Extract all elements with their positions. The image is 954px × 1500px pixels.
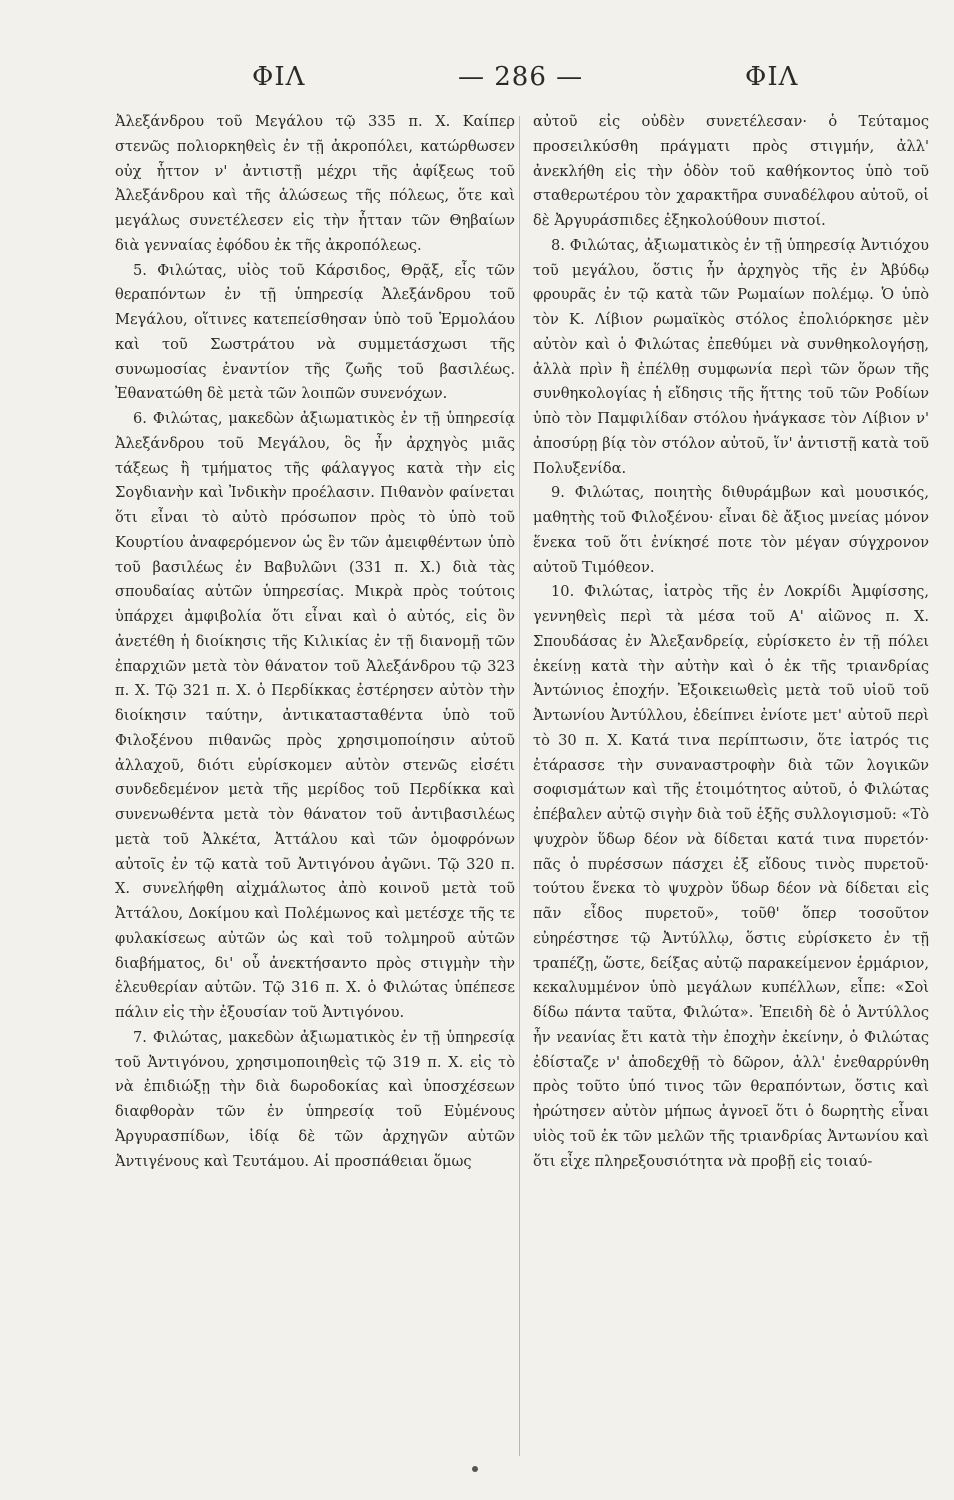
column-divider bbox=[519, 116, 520, 1456]
running-head-right: ΦΙΛ bbox=[745, 62, 799, 92]
continued-paragraph: αὐτοῦ εἰς οὐδὲν συνετέλεσαν· ὁ Τεύταμος προσειλκύσθη πράγματι πρὸς στιγμήν, ἀλλ' ἀνεκλήθη εἰς τὴν ὁδὸν τοῦ καθήκοντος ὑπὸ τοῦ σταθερωτέρου τὸν χαρακτῆρα συναδέλφου αὐτοῦ, οἱ δὲ Ἀργυράσπιδες ἐξηκολούθουν πιστοί. bbox=[533, 113, 929, 229]
page-header bbox=[0, 62, 954, 96]
entry-6: 6. Φιλώτας, μακεδὼν ἀξιωματικὸς ἐν τῇ ὑπηρεσίᾳ Ἀλεξάνδρου τοῦ Μεγάλου, ὃς ἦν ἀρχηγὸς μιᾶς τάξεως ἢ τμήματος τῆς φάλαγγος κατὰ τὴν εἰς Σογδιανὴν καὶ Ἰνδικὴν προέλασιν. Πιθανὸν φαίνεται ὅτι εἶναι τὸ αὐτὸ πρόσωπον πρὸς τὸ ὑπὸ τοῦ Κουρτίου ἀναφερόμενον ὡς ἓν τῶν ἀμειφθέντων ὑπὸ τοῦ βασιλέως ἐν Βαβυλῶνι (331 π. Χ.) διὰ τὰς σπουδαίας αὐτῶν ὑπηρεσίας. Μικρὰ πρὸς τούτοις ὑπάρχει ἀμφιβολία ὅτι εἶναι καὶ ὁ αὐτός, εἰς ὃν ἀνετέθη ἡ διοίκησις τῆς Κιλικίας ἐν τῇ διανομῇ τῶν ἐπαρχιῶν μετὰ τὸν θάνατον τοῦ Ἀλεξάνδρου τῷ 323 π. Χ. Τῷ 321 π. Χ. ὁ Περδίκκας ἐστέρησεν αὐτὸν τὴν διοίκησιν ταύτην, ἀντικατασταθέντα ὑπὸ τοῦ Φιλοξένου πιθανῶς πρὸς χρησιμοποίησιν αὐτοῦ ἀλλαχοῦ, διότι εὑρίσκομεν αὐτὸν στενῶς εἰσέτι συνδεδεμένον μετὰ τῆς μερίδος τοῦ Περδίκκα καὶ συνενωθέντα μετὰ τὸν θάνατον τοῦ ἀντιβασιλέως μετὰ τοῦ Ἀλκέτα, Ἀττάλου καὶ τῶν ὁμοφρόνων αὐτοῖς ἐν τῷ κατὰ τοῦ Ἀντιγόνου ἀγῶνι. Τῷ 320 π. Χ. συνελήφθη αἰχμάλωτος ἀπὸ κοινοῦ μετὰ τοῦ Ἀττάλου, Δοκίμου καὶ Πολέμωνος καὶ μετέσχε τῆς τε φυλακίσεως αὐτῶν ὡς καὶ τοῦ τολμηροῦ αὐτῶν διαβήματος, δι' οὗ ἀνεκτήσαντο πρὸς στιγμὴν τὴν ἐλευθερίαν αὐτῶν. Τῷ 316 π. Χ. ὁ Φιλώτας ὑπέπεσε πάλιν εἰς τὴν ἐξουσίαν τοῦ Ἀντιγόνου. bbox=[115, 410, 515, 1021]
entry-10: 10. Φιλώτας, ἰατρὸς τῆς ἐν Λοκρίδι Ἀμφίσσης, γεννηθεὶς περὶ τὰ μέσα τοῦ Α' αἰῶνος π. Χ. Σπουδάσας ἐν Ἀλεξανδρείᾳ, εὑρίσκετο ἐν τῇ πόλει ἐκείνῃ κατὰ τὴν αὐτὴν καὶ ὁ ἐκ τῆς τριανδρίας Ἀντώνιος ἐποχήν. Ἐξοικειωθεὶς μετὰ τοῦ υἱοῦ τοῦ Ἀντωνίου Ἀντύλλου, ἐδείπνει ἐνίοτε μετ' αὐτοῦ περὶ τὸ 30 π. Χ. Κατά τινα περίπτωσιν, ὅτε ἰατρός τις ἐτάρασσε τὴν συναναστροφὴν διὰ τῶν λογικῶν σοφισμάτων καὶ τῆς ἑτοιμότητος αὐτοῦ, ὁ Φιλώτας ἐπέβαλεν αὐτῷ σιγὴν διὰ τοῦ ἑξῆς συλλογισμοῦ: «Τὸ ψυχρὸν ὕδωρ δέον νὰ δίδεται κατά τινα πυρετόν· πᾶς ὁ πυρέσσων πάσχει ἐξ εἴδους τινὸς πυρετοῦ· τούτου ἕνεκα τὸ ψυχρὸν ὕδωρ δέον νὰ δίδεται εἰς πᾶν εἶδος πυρετοῦ», τοῦθ' ὅπερ τοσοῦτον εὐηρέστησε τῷ Ἀντύλλῳ, ὅστις εὑρίσκετο ἐν τῇ τραπέζῃ, ὥστε, δείξας αὐτῷ παρακείμενον ἑρμάριον, κεκαλυμμένον ὑπὸ μεγάλων κυπέλλων, εἶπε: «Σοὶ δίδω πάντα ταῦτα, Φιλώτα». Ἐπειδὴ δὲ ὁ Ἀντύλλος ἦν νεανίας ἔτι κατὰ τὴν ἐποχὴν ἐκείνην, ὁ Φιλώτας ἐδίσταζε ν' ἀποδεχθῇ τὸ δῶρον, ἀλλ' ἐνεθαρρύνθη πρὸς τοῦτο ὑπό τινος τῶν θεραπόντων, ὅστις καὶ ἠρώτησεν αὐτὸν μήπως ἀγνοεῖ ὅτι ὁ δωρητὴς εἶναι υἱὸς τοῦ ἐκ τῶν μελῶν τῆς τριανδρίας Ἀντωνίου καὶ ὅτι εἶχε πληρεξουσιότητα νὰ προβῇ εἰς τοιαύ- bbox=[533, 583, 929, 1170]
right-column bbox=[533, 110, 929, 1174]
entry-8: 8. Φιλώτας, ἀξιωματικὸς ἐν τῇ ὑπηρεσίᾳ Ἀντιόχου τοῦ μεγάλου, ὅστις ἦν ἀρχηγὸς τῆς ἐν Ἀβύδῳ φρουρᾶς ἐν τῷ κατὰ τῶν Ρωμαίων πολέμῳ. Ὁ ὑπὸ τὸν Κ. Λίβιον ρωμαϊκὸς στόλος ἐπολιόρκησε μὲν αὐτὸν καὶ ὁ Φιλώτας ἐπεθύμει νὰ συνθηκολογήσῃ, ἀλλὰ πρὶν ἢ ἐπέλθῃ συμφωνία περὶ τῶν ὅρων τῆς συνθηκολογίας ἡ εἴδησις τῆς ἥττης τοῦ τῶν Ροδίων ὑπὸ τὸν Παμφιλίδαν στόλου ἠνάγκασε τὸν Λίβιον ν' ἀποσύρῃ βίᾳ τὸν στόλον αὐτοῦ, ἵν' ἀντιστῇ κατὰ τοῦ Πολυξενίδα. bbox=[533, 236, 929, 477]
running-head-left: ΦΙΛ bbox=[252, 62, 306, 92]
entry-7: 7. Φιλώτας, μακεδὼν ἀξιωματικὸς ἐν τῇ ὑπηρεσίᾳ τοῦ Ἀντιγόνου, χρησιμοποιηθεὶς τῷ 319 π. Χ. εἰς τὸ νὰ ἐπιδιώξῃ τὴν διὰ δωροδοκίας καὶ ὑποσχέσεων διαφθορὰν τῶν ἐν ὑπηρεσίᾳ τοῦ Εὐμένους Ἀργυρασπίδων, ἰδίᾳ δὲ τῶν ἀρχηγῶν αὐτῶν Ἀντιγένους καὶ Τευτάμου. Αἱ προσπάθειαι ὅμως bbox=[115, 1028, 515, 1170]
page-number: — 286 — bbox=[458, 62, 584, 92]
continued-paragraph: Ἀλεξάνδρου τοῦ Μεγάλου τῷ 335 π. Χ. Καίπερ στενῶς πολιορκηθεὶς ἐν τῇ ἀκροπόλει, κατώρθωσεν οὐχ ἧττον ν' ἀντιστῇ μέχρι τῆς ἀφίξεως τοῦ Ἀλεξάνδρου καὶ τῆς ἁλώσεως τῆς πόλεως, ὅτε καὶ μεγάλως συνετέλεσεν εἰς τὴν ἧτταν τῶν Θηβαίων διὰ γενναίας ἐφόδου ἐκ τῆς ἀκροπόλεως. bbox=[115, 113, 515, 254]
left-column bbox=[115, 110, 515, 1174]
entry-9: 9. Φιλώτας, ποιητὴς διθυράμβων καὶ μουσικός, μαθητὴς τοῦ Φιλοξένου· εἶναι δὲ ἄξιος μνείας μόνον ἕνεκα τοῦ ὅτι ἐνίκησέ ποτε τὸν μέγαν σύγχρονον αὐτοῦ Τιμόθεον. bbox=[533, 484, 929, 576]
footer-ornament bbox=[472, 1466, 478, 1472]
entry-5: 5. Φιλώτας, υἱὸς τοῦ Κάρσιδος, Θρᾷξ, εἷς τῶν θεραπόντων ἐν τῇ ὑπηρεσίᾳ Ἀλεξάνδρου τοῦ Μεγάλου, οἵτινες κατεπείσθησαν ὑπὸ τοῦ Ἑρμολάου καὶ τοῦ Σωστράτου νὰ συμμετάσχωσι τῆς συνωμοσίας ἐναντίον τῆς ζωῆς τοῦ βασιλέως. Ἐθανατώθη δὲ μετὰ τῶν λοιπῶν συνενόχων. bbox=[115, 261, 515, 403]
